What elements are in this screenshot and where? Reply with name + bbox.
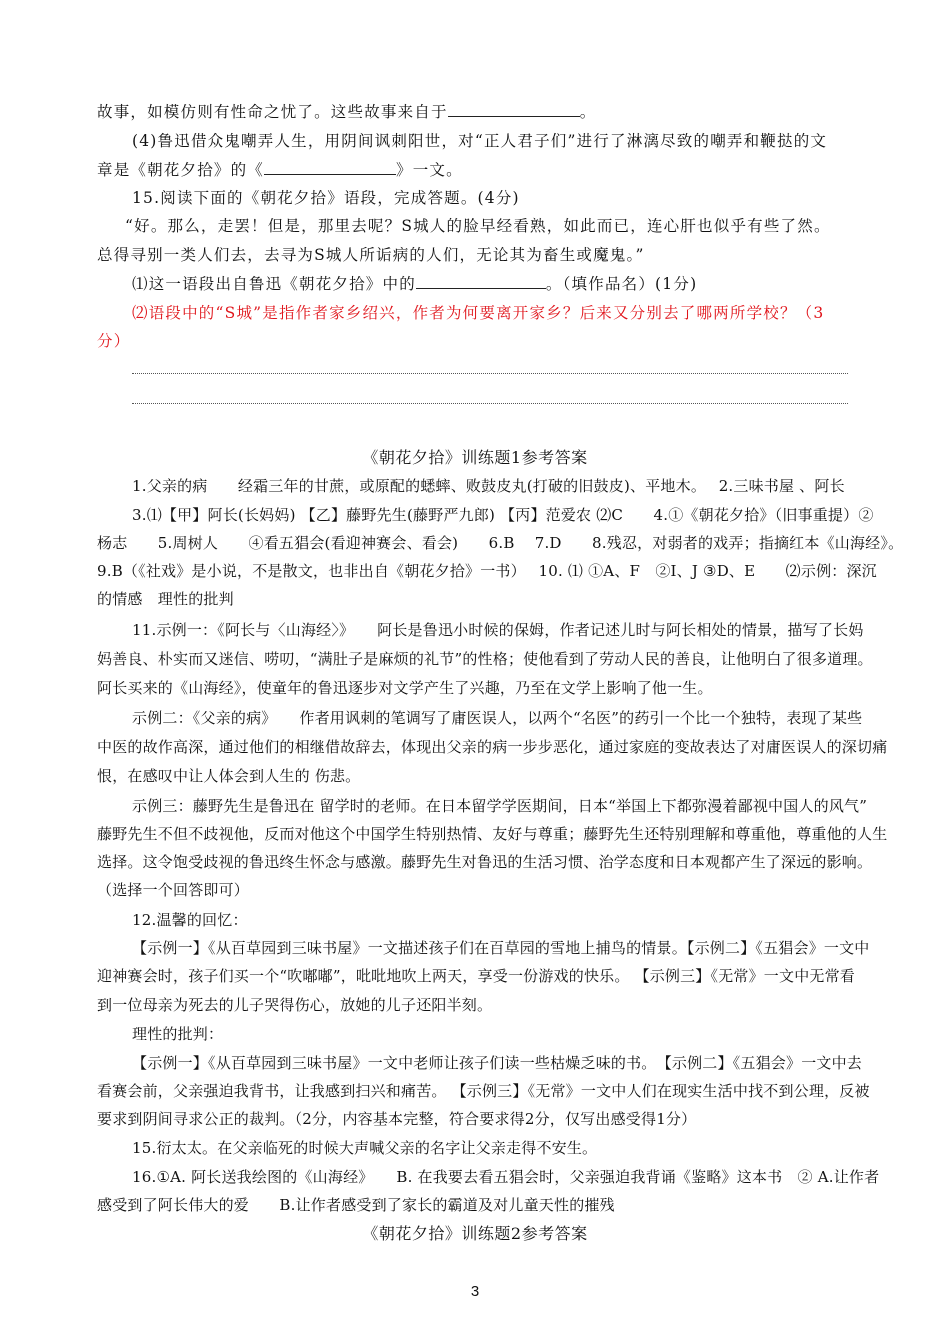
answer-line — [132, 403, 848, 404]
answers-2-heading: 《朝花夕拾》训练题2参考答案 — [362, 1224, 588, 1243]
example-3-note: （选择一个回答即可） — [97, 881, 250, 899]
example-3-cont: 藤野先生不但不歧视他，反而对他这个中国学生特别热情、友好与尊重；藤野先生还特别理解和尊重他，尊重他的人生 — [97, 825, 888, 843]
answer-4-8: 杨志 5.周树人 ④看五猖会(看迎神赛会、看会) 6.B 7.D 8.残忍，对弱者的戏弄；指摘红本《山海经》。 — [97, 534, 904, 552]
answer-11-cont: 妈善良、朴实而又迷信、唠叨，“满肚子是麻烦的礼节”的性格；使他看到了劳动人民的善良，让他明白了很多道理。 — [97, 650, 873, 668]
answer-blank — [264, 160, 396, 175]
warm-example-1: 【示例一】《从百草园到三味书屋》一文描述孩子们在百草园的雪地上捕鸟的情景。【示例二】《五猖会》一文中 — [132, 939, 870, 957]
warm-example-cont: 到一位母亲为死去的儿子哭得伤心，放她的儿子还阳半刻。 — [97, 996, 493, 1014]
text: 故事，如模仿则有性命之忧了。这些故事来自于 — [97, 103, 448, 121]
text: ⑴这一语段出自鲁迅《朝花夕拾》中的 — [132, 275, 416, 293]
critique-example-cont: 看赛会前，父亲强迫我背书，让我感到扫兴和痛苦。 【示例三】《无常》一文中人们在现实生活中找不到公理，反被 — [97, 1082, 870, 1100]
text: 》一文。 — [396, 161, 463, 179]
example-2-cont: 恨，在感叹中让人体会到人生的 伤悲。 — [97, 767, 361, 785]
text: 。（填作品名）(1分) — [545, 275, 698, 293]
answers-1-heading: 《朝花夕拾》训练题1参考答案 — [362, 448, 588, 467]
warm-example-cont: 迎神赛会时，孩子们买一个“吹嘟嘟”，吡吡地吹上两天，享受一份游戏的快乐。 【示例三】《无常》一文中无常看 — [97, 967, 856, 985]
question-4: (4)鲁迅借众鬼嘲弄人生，用阴间讽刺阳世，对“正人君子们”进行了淋漓尽致的嘲弄和鞭挞的文 — [132, 132, 828, 150]
subquestion-2-cont: 分） — [97, 332, 131, 350]
answer-blank — [448, 102, 580, 117]
subquestion-2: ⑵语段中的“S城”是指作者家乡绍兴，作者为何要离开家乡？后来又分别去了哪两所学校？（3 — [132, 304, 825, 322]
answer-blank — [416, 274, 546, 289]
example-2: 示例二：《父亲的病》 作者用讽刺的笔调写了庸医误人，以两个“名医”的药引一个比一个独特，表现了某些 — [132, 709, 863, 727]
answer-10-cont: 的情感 理性的批判 — [97, 590, 234, 608]
example-3-cont: 选择。这令饱受歧视的鲁迅终生怀念与感激。藤野先生对鲁迅的生活习惯、治学态度和日本观都产生了深远的影响。 — [97, 853, 873, 871]
answer-12: 12.温馨的回忆： — [132, 911, 248, 929]
answer-11-cont: 阿长买来的《山海经》，使童年的鲁迅逐步对文学产生了兴趣，乃至在文学上影响了他一生。 — [97, 679, 713, 697]
critique-example-1: 【示例一】《从百草园到三味书屋》一文中老师让孩子们读一些枯燥乏味的书。 【示例二】《五猖会》一文中去 — [132, 1054, 863, 1072]
answer-16-cont: 感受到了阿长伟大的爱 B.让作者感受到了家长的霸道及对儿童天性的摧残 — [97, 1196, 615, 1214]
answer-16: 16.①A. 阿长送我绘图的《山海经》 B. 在我要去看五猖会时，父亲强迫我背诵《鉴略》这本书 ② A.让作者 — [132, 1168, 880, 1186]
question-4-cont — [97, 159, 463, 181]
answer-line — [132, 373, 848, 374]
answer-15: 15.衍太太。在父亲临死的时候大声喊父亲的名字让父亲走得不安生。 — [132, 1139, 598, 1157]
critique-example-cont: 要求到阴间寻求公正的裁判。（2分，内容基本完整，符合要求得2分，仅写出感受得1分） — [97, 1110, 697, 1128]
example-2-cont: 中医的故作高深，通过他们的相继借故辞去，体现出父亲的病一步步恶化，通过家庭的变故表达了对庸医误人的深切痛 — [97, 738, 888, 756]
answer-3-4: 3.⑴【甲】阿长(长妈妈) 【乙】藤野先生(藤野严九郎) 【丙】范爱农 ⑵C 4.①《朝花夕拾》（旧事重提）② — [132, 506, 874, 524]
answer-9-10: 9.B（《社戏》是小说，不是散文，也非出自《朝花夕拾》一书） 10. ⑴ ①A、F ②I、J ③D、E ⑵示例：深沉 — [97, 562, 877, 580]
quote-line-2: 总得寻别一类人们去，去寻为S城人所诟病的人们，无论其为畜生或魔鬼。” — [97, 246, 645, 264]
text: 章是《朝花夕拾》的《 — [97, 161, 265, 179]
text: 。 — [579, 103, 597, 121]
example-3: 示例三：藤野先生是鲁迅在 留学时的老师。在日本留学学医期间，日本“举国上下都弥漫着鄙视中国人的风气” — [132, 797, 868, 815]
line-q3-end — [97, 101, 596, 123]
answer-1-2: 1.父亲的病 经霜三年的甘蔗，或原配的蟋蟀、败鼓皮丸(打破的旧鼓皮)、平地木。 2.三味书屋 、阿长 — [132, 477, 845, 495]
page-number: 3 — [470, 1283, 480, 1300]
subquestion-1 — [132, 273, 697, 295]
answer-11: 11.示例一：《阿长与〈山海经〉》 阿长是鲁迅小时候的保姆，作者记述儿时与阿长相处的情景，描写了长妈 — [132, 621, 864, 639]
critique-label: 理性的批判： — [132, 1025, 224, 1043]
quote-line-1: “好。那么，走罢！但是，那里去呢？S城人的脸早经看熟，如此而已，连心肝也似乎有些了然。 — [125, 217, 831, 235]
question-15: 15.阅读下面的《朝花夕拾》语段，完成答题。(4分) — [132, 189, 520, 207]
